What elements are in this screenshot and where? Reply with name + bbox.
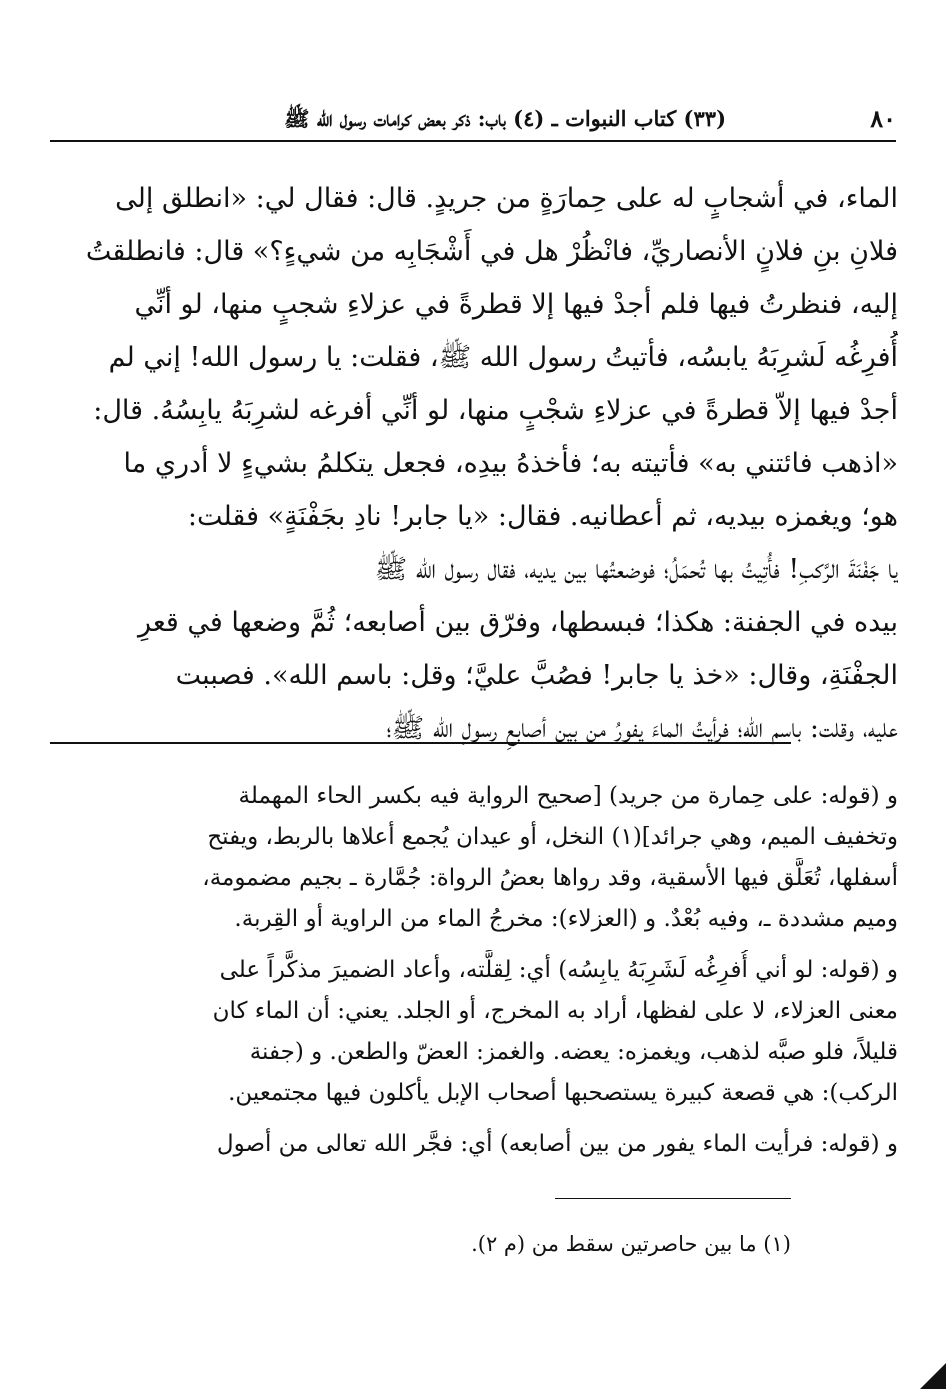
hadith-line: عليه، وقلت: باسم الله؛ فرأيتُ الماءَ يفورُ من بين أصابعِ رسولِ الله ﷺ؛	[386, 713, 898, 744]
commentary-line: معنى العزلاء، لا على لفظها، أراد به المخرج، أو الجلد. يعني: أن الماء كان	[212, 998, 898, 1024]
commentary-line: وتخفيف الميم، وهي جرائد](١) النخل، أو عيدان يُجمع أعلاها بالربط، ويفتح	[207, 824, 898, 850]
footnote-divider	[555, 1198, 791, 1199]
commentary-line: و (قوله: على حِمارة من جريد) [صحيح الرواية فيه بكسر الحاء المهملة	[238, 783, 898, 809]
hadith-line: يا جَفْنَةَ الرَّكبِ! فأُتِيتُ بها تُحمَلُ؛ فوضعتُها بين يديه، فقال رسول الله ﷺ	[374, 554, 898, 585]
hadith-line: «اذهب فائتني به» فأتيته به؛ فأخذهُ بيدِه، فجعل يتكلمُ بشيءٍ لا أدري ما	[123, 448, 898, 479]
hadith-text	[48, 172, 898, 755]
hadith-line: إليه، فنظرتُ فيها فلم أجدْ فيها إلا قطرةً في عزلاءِ شجبٍ منها، لو أنِّي	[134, 289, 898, 320]
page-corner-mark	[920, 1363, 946, 1389]
commentary-line: و (قوله: فرأيت الماء يفور من بين أصابعه) أي: فجَّر الله تعالى من أصول	[216, 1131, 898, 1157]
page-number: ٨٠	[870, 104, 896, 133]
hadith-line: الماء، في أشجابٍ له على حِمارَةٍ من جريدٍ. قال: فقال لي: «انطلق إلى	[115, 183, 898, 214]
hadith-line: أُفرِغُه لَشرِبَهُ يابسُه، فأتيتُ رسول الله ﷺ، فقلت: يا رسول الله! إني لم	[108, 342, 898, 373]
commentary-line: الركب): هي قصعة كبيرة يستصحبها أصحاب الإبل يأكلون فيها مجتمعين.	[228, 1080, 898, 1106]
hadith-line: الجفْنَةِ، وقال: «خذ يا جابر! فصُبَّ عليَّ؛ وقل: باسم الله». فصببت	[175, 660, 898, 691]
hadith-line: بيده في الجفنة: هكذا؛ فبسطها، وفرّق بين أصابعه؛ ثُمَّ وضعها في قعرِ	[137, 607, 898, 638]
footnote: (١) ما بين حاصرتين سقط من (م ٢).	[471, 1232, 791, 1256]
commentary-divider	[50, 742, 791, 744]
commentary-paragraph	[48, 950, 898, 1114]
commentary-line: قليلاً، فلو صبَّه لذهب، ويغمزه: يعضه. والغمز: العضّ والطعن. و (جفنة	[249, 1039, 898, 1065]
hadith-line: هو؛ ويغمزه بيديه، ثم أعطانيه. فقال: «يا جابر! نادِ بجَفْنَةٍ» فقلت:	[187, 501, 898, 532]
hadith-line: أجدْ فيها إلاّ قطرةً في عزلاءِ شجْبٍ منها، لو أنِّي أفرغه لشرِبَهُ يابِسُهُ. قال:	[93, 395, 898, 426]
commentary-paragraph	[48, 776, 898, 940]
commentary-line: و (قوله: لو أني أُفرِغُه لَشَرِبَهُ يابِسُه) أي: لِقلَّته، وأعاد الضميرَ مذكَّراً على	[219, 957, 898, 983]
header-divider	[50, 140, 896, 142]
page-header	[50, 100, 896, 140]
commentary-line: وميم مشددة ـ، وفيه بُعْدٌ. و (العزلاء): مخرجُ الماء من الراوية أو القِربة.	[234, 906, 898, 932]
commentary-paragraph	[48, 1124, 898, 1165]
running-title: (٣٣) كتاب النبوات ـ (٤) باب: ذكر بعض كرامات رسول الله ﷺ	[284, 106, 726, 131]
hadith-line: فلانِ بنِ فلانٍ الأنصاريِّ، فانْظُرْ هل في أَشْجَابِه من شيءٍ؟» قال: فانطلقتُ	[85, 236, 898, 267]
commentary-line: أسفلها، تُعَلَّق فيها الأسقية، وقد رواها بعضُ الرواة: جُمَّارة ـ بجيم مضمومة،	[202, 865, 898, 891]
commentary-section	[48, 776, 898, 1175]
